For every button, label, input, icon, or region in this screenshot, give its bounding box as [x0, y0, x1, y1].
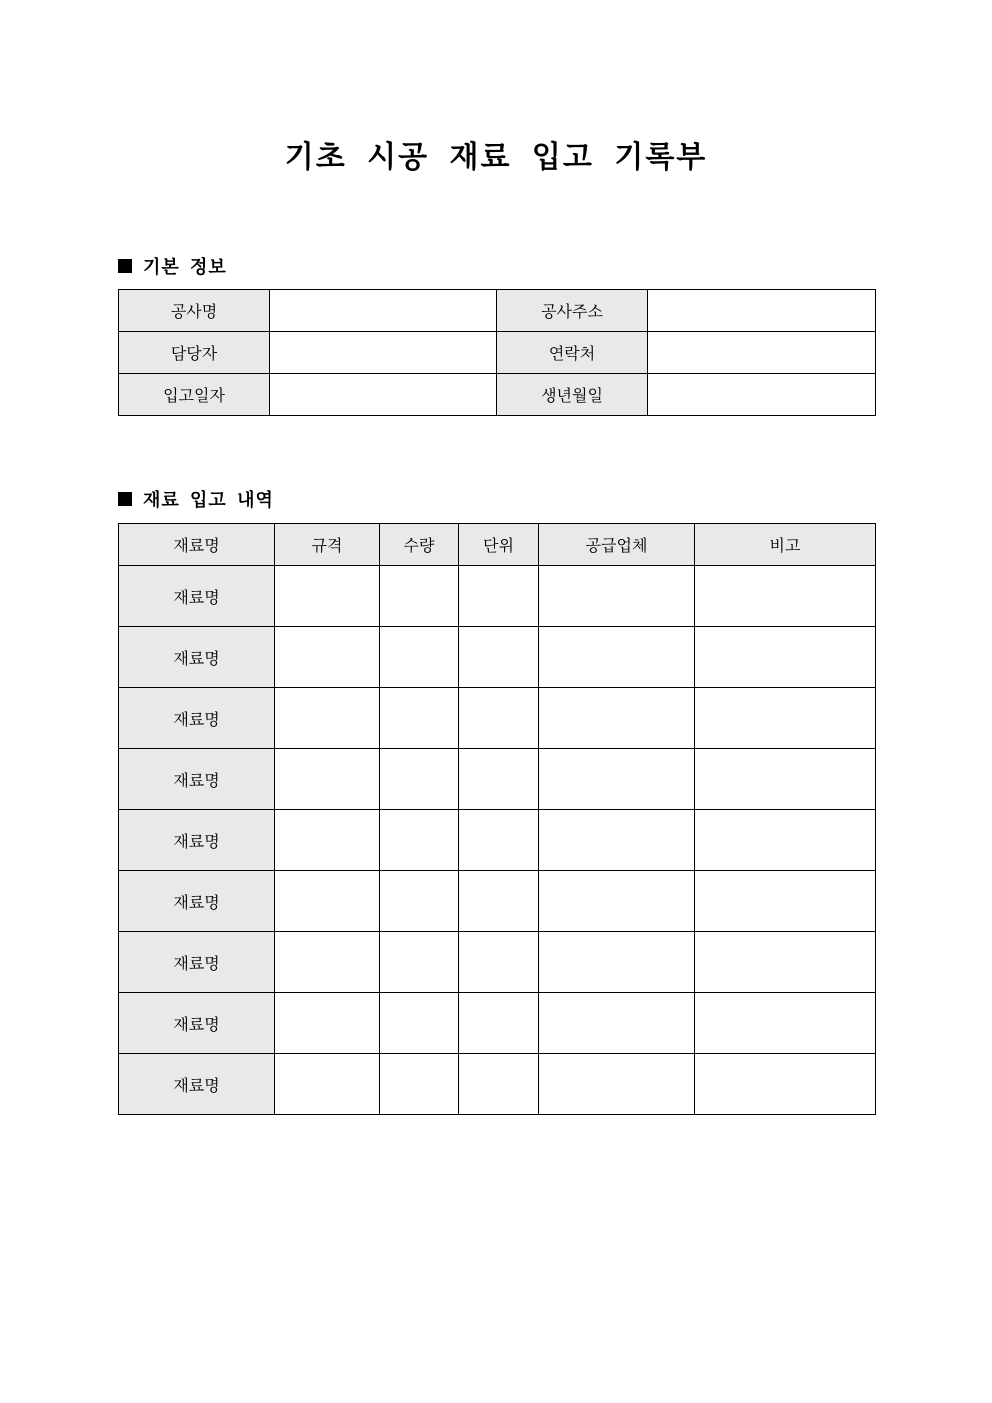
table-row: [119, 993, 876, 1054]
table-row: [119, 332, 876, 374]
material-name-cell: 재료명: [119, 566, 275, 627]
note-cell[interactable]: [695, 749, 876, 810]
supplier-cell[interactable]: [539, 871, 695, 932]
material-name-cell: 재료명: [119, 749, 275, 810]
table-header-row: [119, 524, 876, 566]
quantity-cell[interactable]: [380, 993, 459, 1054]
unit-cell[interactable]: [459, 566, 539, 627]
manager-field[interactable]: [270, 332, 497, 374]
supplier-cell[interactable]: [539, 566, 695, 627]
spec-cell[interactable]: [275, 688, 380, 749]
material-name-cell: 재료명: [119, 871, 275, 932]
quantity-cell[interactable]: [380, 1054, 459, 1115]
note-cell[interactable]: [695, 688, 876, 749]
unit-cell[interactable]: [459, 810, 539, 871]
section-heading-label: 기본 정보: [143, 257, 227, 278]
column-header-quantity: 수량: [380, 524, 459, 566]
quantity-cell[interactable]: [380, 566, 459, 627]
material-name-cell: 재료명: [119, 1054, 275, 1115]
supplier-cell[interactable]: [539, 932, 695, 993]
section-heading-basic-info: [118, 253, 227, 279]
supplier-cell[interactable]: [539, 749, 695, 810]
table-row: [119, 749, 876, 810]
column-header-supplier: 공급업체: [539, 524, 695, 566]
quantity-cell[interactable]: [380, 627, 459, 688]
unit-cell[interactable]: [459, 627, 539, 688]
note-cell[interactable]: [695, 627, 876, 688]
note-cell[interactable]: [695, 871, 876, 932]
label-birth-date: 생년월일: [497, 374, 648, 416]
table-row: [119, 932, 876, 993]
material-name-cell: 재료명: [119, 810, 275, 871]
project-address-field[interactable]: [648, 290, 876, 332]
unit-cell[interactable]: [459, 749, 539, 810]
note-cell[interactable]: [695, 566, 876, 627]
unit-cell[interactable]: [459, 871, 539, 932]
label-contact: 연락처: [497, 332, 648, 374]
birth-date-field[interactable]: [648, 374, 876, 416]
label-project-address: 공사주소: [497, 290, 648, 332]
quantity-cell[interactable]: [380, 932, 459, 993]
quantity-cell[interactable]: [380, 688, 459, 749]
table-row: [119, 290, 876, 332]
column-header-unit: 단위: [459, 524, 539, 566]
supplier-cell[interactable]: [539, 993, 695, 1054]
note-cell[interactable]: [695, 993, 876, 1054]
note-cell[interactable]: [695, 810, 876, 871]
section-heading-materials: [118, 486, 274, 512]
spec-cell[interactable]: [275, 871, 380, 932]
section-heading-label: 재료 입고 내역: [143, 490, 274, 511]
square-bullet-icon: [118, 259, 132, 273]
table-row: [119, 627, 876, 688]
table-row: [119, 688, 876, 749]
supplier-cell[interactable]: [539, 627, 695, 688]
note-cell[interactable]: [695, 932, 876, 993]
spec-cell[interactable]: [275, 810, 380, 871]
supplier-cell[interactable]: [539, 688, 695, 749]
unit-cell[interactable]: [459, 1054, 539, 1115]
material-name-cell: 재료명: [119, 627, 275, 688]
material-name-cell: 재료명: [119, 688, 275, 749]
square-bullet-icon: [118, 492, 132, 506]
spec-cell[interactable]: [275, 627, 380, 688]
table-row: [119, 566, 876, 627]
material-name-cell: 재료명: [119, 932, 275, 993]
quantity-cell[interactable]: [380, 749, 459, 810]
receipt-date-field[interactable]: [270, 374, 497, 416]
label-project-name: 공사명: [119, 290, 270, 332]
project-name-field[interactable]: [270, 290, 497, 332]
contact-field[interactable]: [648, 332, 876, 374]
label-manager: 담당자: [119, 332, 270, 374]
supplier-cell[interactable]: [539, 1054, 695, 1115]
spec-cell[interactable]: [275, 1054, 380, 1115]
table-row: [119, 1054, 876, 1115]
unit-cell[interactable]: [459, 993, 539, 1054]
spec-cell[interactable]: [275, 932, 380, 993]
column-header-note: 비고: [695, 524, 876, 566]
note-cell[interactable]: [695, 1054, 876, 1115]
label-receipt-date: 입고일자: [119, 374, 270, 416]
column-header-material-name: 재료명: [119, 524, 275, 566]
column-header-spec: 규격: [275, 524, 380, 566]
table-row: [119, 871, 876, 932]
table-row: [119, 374, 876, 416]
quantity-cell[interactable]: [380, 810, 459, 871]
quantity-cell[interactable]: [380, 871, 459, 932]
material-name-cell: 재료명: [119, 993, 275, 1054]
unit-cell[interactable]: [459, 932, 539, 993]
unit-cell[interactable]: [459, 688, 539, 749]
page-title: 기초 시공 재료 입고 기록부: [284, 140, 708, 175]
table-row: [119, 810, 876, 871]
supplier-cell[interactable]: [539, 810, 695, 871]
spec-cell[interactable]: [275, 993, 380, 1054]
spec-cell[interactable]: [275, 566, 380, 627]
basic-info-table: [118, 289, 876, 416]
spec-cell[interactable]: [275, 749, 380, 810]
materials-table: [118, 523, 876, 1115]
